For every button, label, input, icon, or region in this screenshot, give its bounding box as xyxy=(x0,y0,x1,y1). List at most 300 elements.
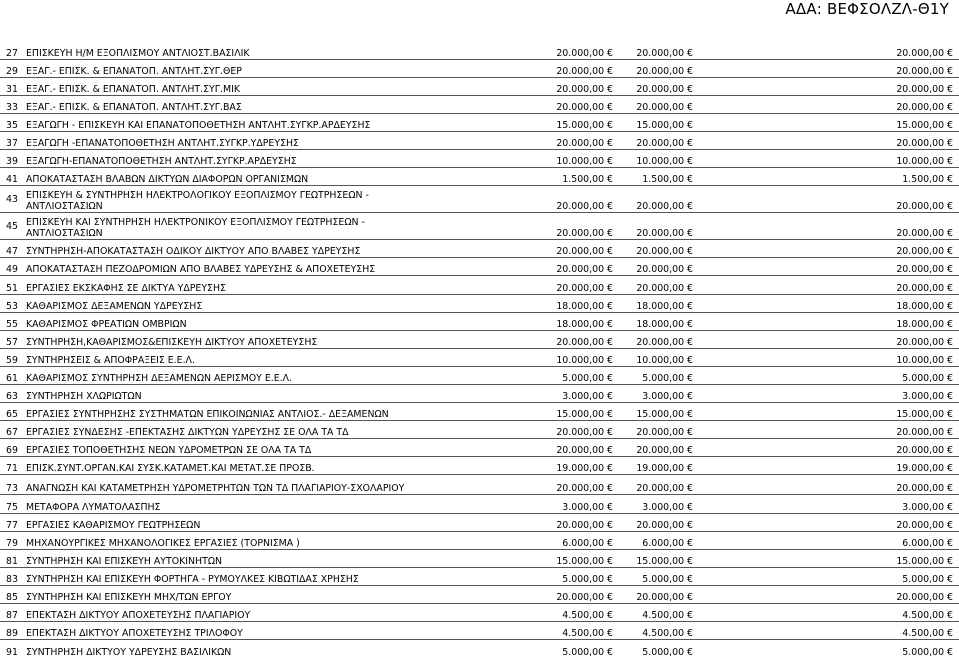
amount-value: 20.000,00 xyxy=(896,427,945,439)
amount-value: 20.000,00 xyxy=(896,47,945,59)
amount-value: 5.000,00 xyxy=(642,573,685,585)
euro-sign: € xyxy=(947,427,953,439)
euro-sign: € xyxy=(947,573,953,585)
spacer-cell xyxy=(433,258,532,276)
spacer-cell xyxy=(699,549,787,567)
spacer-cell xyxy=(699,77,787,95)
table-row xyxy=(0,385,959,403)
spacer-cell xyxy=(699,495,787,513)
spacer-cell xyxy=(433,348,532,366)
amount-value: 20.000,00 xyxy=(636,83,685,95)
row-code: 75 xyxy=(6,501,18,513)
amount-cell xyxy=(787,366,959,384)
amount-cell xyxy=(787,95,959,113)
amount-value: 1.500,00 xyxy=(642,174,685,186)
amount-value: 10.000,00 xyxy=(896,354,945,366)
table-row xyxy=(0,258,959,276)
amount-cell xyxy=(532,276,619,294)
euro-sign: € xyxy=(687,427,693,439)
amount-cell xyxy=(532,240,619,258)
euro-sign: € xyxy=(947,318,953,330)
table-row xyxy=(0,531,959,549)
row-description: ΕΞΑΓ.- ΕΠΙΣΚ. & ΕΠΑΝΑΤΟΠ. ΑΝΤΛΗΤ.ΣΥΓ.ΘΕΡ xyxy=(26,65,242,77)
amount-value: 20.000,00 xyxy=(556,336,605,348)
row-code: 87 xyxy=(6,610,18,622)
euro-sign: € xyxy=(607,354,613,366)
table-row xyxy=(0,366,959,384)
spacer-cell xyxy=(699,312,787,330)
amount-cell xyxy=(619,258,699,276)
table-row xyxy=(0,495,959,513)
euro-sign: € xyxy=(607,519,613,531)
amount-cell xyxy=(532,640,619,658)
table-row xyxy=(0,59,959,77)
table-row xyxy=(0,348,959,366)
spacer-cell xyxy=(433,41,532,59)
euro-sign: € xyxy=(687,47,693,59)
euro-sign: € xyxy=(607,501,613,513)
row-code: 69 xyxy=(6,445,18,457)
amount-value: 6.000,00 xyxy=(562,537,605,549)
euro-sign: € xyxy=(947,264,953,276)
amount-cell xyxy=(787,421,959,439)
amount-value: 20.000,00 xyxy=(636,138,685,150)
row-description: ΕΞΑΓΩΓΗ - ΕΠΙΣΚΕΥΗ ΚΑΙ ΕΠΑΝΑΤΟΠΟΘΕΤΗΣΗ ΑΝΤΛΗΤ.ΣΥΓΚΡ.ΑΡΔΕΥΣΗΣ xyxy=(26,119,371,131)
amount-cell xyxy=(532,131,619,149)
spacer-cell xyxy=(433,604,532,622)
amount-cell xyxy=(787,475,959,495)
amount-cell xyxy=(787,403,959,421)
amount-value: 5.000,00 xyxy=(562,573,605,585)
spacer-cell xyxy=(433,240,532,258)
amount-cell xyxy=(787,330,959,348)
table-row xyxy=(0,240,959,258)
amount-value: 20.000,00 xyxy=(636,201,685,213)
amount-cell xyxy=(532,168,619,186)
amount-value: 20.000,00 xyxy=(556,201,605,213)
euro-sign: € xyxy=(607,156,613,168)
spacer-cell xyxy=(433,475,532,495)
amount-value: 18.000,00 xyxy=(556,300,605,312)
amount-cell xyxy=(787,240,959,258)
row-description: ΕΞΑΓ.- ΕΠΙΣΚ. & ΕΠΑΝΑΤΟΠ. ΑΝΤΛΗΤ.ΣΥΓ.ΒΑΣ xyxy=(26,101,242,113)
euro-sign: € xyxy=(607,47,613,59)
spacer-cell xyxy=(699,531,787,549)
table-row xyxy=(0,640,959,658)
row-description: ΕΠΙΣΚ.ΣΥΝΤ.ΟΡΓΑΝ.ΚΑΙ ΣΥΣΚ.ΚΑΤΑΜΕΤ.ΚΑΙ ΜΕΤΑΤ.ΣΕ ΠΡΟΣΒ. xyxy=(26,463,315,475)
amount-cell xyxy=(619,421,699,439)
amount-value: 20.000,00 xyxy=(636,519,685,531)
euro-sign: € xyxy=(607,573,613,585)
spacer-cell xyxy=(699,276,787,294)
amount-cell xyxy=(619,276,699,294)
amount-cell xyxy=(532,348,619,366)
table-row xyxy=(0,113,959,131)
amount-cell xyxy=(532,294,619,312)
amount-value: 4.500,00 xyxy=(902,628,945,640)
amount-cell xyxy=(787,622,959,640)
amount-cell xyxy=(619,312,699,330)
amount-value: 20.000,00 xyxy=(556,83,605,95)
amount-cell xyxy=(787,549,959,567)
spacer-cell xyxy=(433,622,532,640)
amount-value: 4.500,00 xyxy=(642,610,685,622)
amount-value: 20.000,00 xyxy=(636,264,685,276)
row-code: 33 xyxy=(6,101,18,113)
amount-value: 20.000,00 xyxy=(896,201,945,213)
euro-sign: € xyxy=(607,174,613,186)
spacer-cell xyxy=(433,294,532,312)
row-code: 85 xyxy=(6,592,18,604)
row-code: 39 xyxy=(6,156,18,168)
row-description: ΕΠΙΣΚΕΥΗ & ΣΥΝΤΗΡΗΣΗ ΗΛΕΚΤΡΟΛΟΓΙΚΟΥ ΕΞΟΠΛΙΣΜΟΥ ΓΕΩΤΡΗΣΕΩΝ - ΑΝΤΛΙΟΣΤΑΣΙΩΝ xyxy=(26,190,369,213)
spacer-cell xyxy=(433,131,532,149)
amount-value: 15.000,00 xyxy=(636,555,685,567)
euro-sign: € xyxy=(687,573,693,585)
amount-cell xyxy=(619,585,699,603)
amount-value: 20.000,00 xyxy=(896,445,945,457)
euro-sign: € xyxy=(687,537,693,549)
amount-value: 20.000,00 xyxy=(636,228,685,240)
euro-sign: € xyxy=(687,463,693,475)
amount-value: 20.000,00 xyxy=(896,101,945,113)
table-row xyxy=(0,403,959,421)
amount-value: 20.000,00 xyxy=(896,228,945,240)
row-code: 65 xyxy=(6,409,18,421)
euro-sign: € xyxy=(947,519,953,531)
table-row xyxy=(0,604,959,622)
amount-value: 20.000,00 xyxy=(636,592,685,604)
amount-cell xyxy=(532,567,619,585)
euro-sign: € xyxy=(607,391,613,403)
amount-value: 15.000,00 xyxy=(556,409,605,421)
row-code: 49 xyxy=(6,264,18,276)
amount-value: 20.000,00 xyxy=(896,519,945,531)
amount-value: 3.000,00 xyxy=(642,501,685,513)
row-code: 29 xyxy=(6,65,18,77)
table-row xyxy=(0,168,959,186)
amount-value: 20.000,00 xyxy=(556,264,605,276)
euro-sign: € xyxy=(947,119,953,131)
row-description: ΜΗΧΑΝΟΥΡΓΙΚΕΣ ΜΗΧΑΝΟΛΟΓΙΚΕΣ ΕΡΓΑΣΙΕΣ (ΤΟΡΝΙΣΜΑ ) xyxy=(26,537,300,549)
spacer-cell xyxy=(433,531,532,549)
table-row xyxy=(0,41,959,59)
amount-cell xyxy=(619,549,699,567)
row-description: ΣΥΝΤΗΡΗΣΗ ΚΑΙ ΕΠΙΣΚΕΥΗ ΑΥΤΟΚΙΝΗΤΩΝ xyxy=(26,555,223,567)
amount-cell xyxy=(619,59,699,77)
spacer-cell xyxy=(699,131,787,149)
row-code: 71 xyxy=(6,463,18,475)
table-row xyxy=(0,567,959,585)
euro-sign: € xyxy=(607,373,613,384)
amount-value: 18.000,00 xyxy=(636,318,685,330)
row-code: 67 xyxy=(6,427,18,439)
euro-sign: € xyxy=(687,174,693,186)
row-code: 73 xyxy=(6,483,18,495)
amount-cell xyxy=(619,513,699,531)
euro-sign: € xyxy=(947,483,953,495)
row-description: ΕΡΓΑΣΙΕΣ ΤΟΠΟΘΕΤΗΣΗΣ ΝΕΩΝ ΥΔΡΟΜΕΤΡΩΝ ΣΕ ΟΛΑ ΤΑ ΤΔ xyxy=(26,445,312,457)
row-description: ΣΥΝΤΗΡΗΣΗ,ΚΑΘΑΡΙΣΜΟΣ&ΕΠΙΣΚΕΥΗ ΔΙΚΤΥΟΥ ΑΠΟΧΕΤΕΥΣΗΣ xyxy=(26,336,318,348)
euro-sign: € xyxy=(607,409,613,421)
spacer-cell xyxy=(433,495,532,513)
amount-cell xyxy=(787,457,959,475)
amount-cell xyxy=(532,585,619,603)
spacer-cell xyxy=(699,213,787,240)
amount-cell xyxy=(532,622,619,640)
euro-sign: € xyxy=(607,555,613,567)
row-code: 31 xyxy=(6,83,18,95)
spacer-cell xyxy=(699,168,787,186)
euro-sign: € xyxy=(687,300,693,312)
amount-value: 20.000,00 xyxy=(896,65,945,77)
euro-sign: € xyxy=(687,65,693,77)
amount-value: 20.000,00 xyxy=(556,445,605,457)
row-code: 91 xyxy=(6,646,18,658)
spacer-cell xyxy=(699,640,787,658)
amount-value: 20.000,00 xyxy=(636,101,685,113)
amount-value: 3.000,00 xyxy=(642,391,685,403)
spacer-cell xyxy=(699,513,787,531)
euro-sign: € xyxy=(687,264,693,276)
amount-value: 20.000,00 xyxy=(636,483,685,495)
amount-cell xyxy=(532,213,619,240)
table-row xyxy=(0,585,959,603)
amount-value: 20.000,00 xyxy=(556,519,605,531)
row-code: 37 xyxy=(6,138,18,150)
euro-sign: € xyxy=(687,391,693,403)
amount-cell xyxy=(619,186,699,213)
amount-cell xyxy=(619,77,699,95)
spacer-cell xyxy=(433,59,532,77)
spacer-cell xyxy=(433,213,532,240)
euro-sign: € xyxy=(947,354,953,366)
spacer-cell xyxy=(433,330,532,348)
spacer-cell xyxy=(433,366,532,384)
amount-cell xyxy=(787,276,959,294)
amount-cell xyxy=(532,531,619,549)
row-description: ΣΥΝΤΗΡΗΣΗ ΔΙΚΤΥΟΥ ΥΔΡΕΥΣΗΣ ΒΑΣΙΛΙΚΩΝ xyxy=(26,646,232,658)
amount-cell xyxy=(532,258,619,276)
amount-cell xyxy=(619,604,699,622)
amount-cell xyxy=(787,439,959,457)
spacer-cell xyxy=(433,439,532,457)
table-row xyxy=(0,622,959,640)
amount-cell xyxy=(787,186,959,213)
row-code: 41 xyxy=(6,174,18,186)
amount-cell xyxy=(532,457,619,475)
euro-sign: € xyxy=(687,119,693,131)
amount-value: 20.000,00 xyxy=(636,445,685,457)
amount-value: 10.000,00 xyxy=(896,156,945,168)
row-code: 45 xyxy=(6,220,18,232)
euro-sign: € xyxy=(687,646,693,658)
row-code: 77 xyxy=(6,519,18,531)
spacer-cell xyxy=(699,622,787,640)
euro-sign: € xyxy=(687,83,693,95)
amount-value: 18.000,00 xyxy=(896,300,945,312)
spacer-cell xyxy=(433,150,532,168)
spacer-cell xyxy=(699,150,787,168)
euro-sign: € xyxy=(947,610,953,622)
amount-cell xyxy=(532,513,619,531)
document-id-header: ΑΔΑ: ΒΕΦΣΟΛΖΛ-Θ1Υ xyxy=(785,0,949,18)
euro-sign: € xyxy=(687,318,693,330)
amount-cell xyxy=(619,240,699,258)
amount-cell xyxy=(619,531,699,549)
amount-value: 5.000,00 xyxy=(642,373,685,384)
euro-sign: € xyxy=(947,201,953,213)
euro-sign: € xyxy=(947,156,953,168)
spacer-cell xyxy=(699,294,787,312)
row-description: ΚΑΘΑΡΙΣΜΟΣ ΣΥΝΤΗΡΗΣΗ ΔΕΞΑΜΕΝΩΝ ΑΕΡΙΣΜΟΥ Ε.Ε.Λ. xyxy=(26,373,293,384)
euro-sign: € xyxy=(607,138,613,150)
spacer-cell xyxy=(433,549,532,567)
spacer-cell xyxy=(433,585,532,603)
amount-cell xyxy=(619,168,699,186)
amount-cell xyxy=(619,330,699,348)
euro-sign: € xyxy=(947,391,953,403)
amount-value: 4.500,00 xyxy=(642,628,685,640)
euro-sign: € xyxy=(947,537,953,549)
euro-sign: € xyxy=(607,646,613,658)
amount-value: 10.000,00 xyxy=(636,156,685,168)
amount-value: 20.000,00 xyxy=(636,65,685,77)
row-code: 81 xyxy=(6,555,18,567)
amount-cell xyxy=(619,622,699,640)
spacer-cell xyxy=(433,640,532,658)
amount-cell xyxy=(532,77,619,95)
euro-sign: € xyxy=(687,483,693,495)
amount-value: 15.000,00 xyxy=(636,409,685,421)
euro-sign: € xyxy=(947,65,953,77)
amount-cell xyxy=(787,168,959,186)
amount-cell xyxy=(619,150,699,168)
spacer-cell xyxy=(433,168,532,186)
row-description: ΕΞΑΓΩΓΗ-ΕΠΑΝΑΤΟΠΟΘΕΤΗΣΗ ΑΝΤΛΗΤ.ΣΥΓΚΡ.ΑΡΔΕΥΣΗΣ xyxy=(26,156,297,168)
amount-value: 20.000,00 xyxy=(896,246,945,258)
amount-cell xyxy=(787,77,959,95)
spacer-cell xyxy=(699,348,787,366)
row-code: 53 xyxy=(6,300,18,312)
amount-cell xyxy=(619,567,699,585)
spacer-cell xyxy=(699,585,787,603)
spacer-cell xyxy=(433,567,532,585)
euro-sign: € xyxy=(687,555,693,567)
amount-value: 20.000,00 xyxy=(556,47,605,59)
spacer-cell xyxy=(699,457,787,475)
spacer-cell xyxy=(433,77,532,95)
amount-value: 3.000,00 xyxy=(902,391,945,403)
euro-sign: € xyxy=(687,445,693,457)
spacer-cell xyxy=(433,276,532,294)
spacer-cell xyxy=(433,186,532,213)
amount-value: 15.000,00 xyxy=(896,555,945,567)
amount-value: 5.000,00 xyxy=(902,373,945,384)
row-description: ΣΥΝΤΗΡΗΣΗ ΚΑΙ ΕΠΙΣΚΕΥΗ ΦΟΡΤΗΓΑ - ΡΥΜΟΥΛΚΕΣ ΚΙΒΩΤΙΔΑΣ ΧΡΗΣΗΣ xyxy=(26,573,359,585)
euro-sign: € xyxy=(947,138,953,150)
amount-cell xyxy=(532,59,619,77)
spacer-cell xyxy=(699,240,787,258)
euro-sign: € xyxy=(687,354,693,366)
amount-cell xyxy=(532,186,619,213)
amount-value: 3.000,00 xyxy=(562,501,605,513)
spacer-cell xyxy=(699,95,787,113)
amount-cell xyxy=(787,640,959,658)
row-code: 43 xyxy=(6,193,18,205)
table-row xyxy=(0,294,959,312)
euro-sign: € xyxy=(687,101,693,113)
amount-cell xyxy=(787,150,959,168)
amount-cell xyxy=(532,95,619,113)
row-description: ΜΕΤΑΦΟΡΑ ΛΥΜΑΤΟΛΑΣΠΗΣ xyxy=(26,501,161,513)
amount-cell xyxy=(532,549,619,567)
table-row xyxy=(0,77,959,95)
euro-sign: € xyxy=(947,628,953,640)
amount-value: 5.000,00 xyxy=(562,646,605,658)
amount-cell xyxy=(787,385,959,403)
euro-sign: € xyxy=(947,228,953,240)
amount-value: 20.000,00 xyxy=(556,65,605,77)
amount-cell xyxy=(619,385,699,403)
amount-cell xyxy=(532,366,619,384)
amount-value: 15.000,00 xyxy=(896,409,945,421)
amount-value: 15.000,00 xyxy=(556,555,605,567)
amount-cell xyxy=(787,213,959,240)
amount-value: 20.000,00 xyxy=(636,336,685,348)
amount-value: 20.000,00 xyxy=(636,427,685,439)
amount-cell xyxy=(532,312,619,330)
row-description: ΕΠΙΣΚΕΥΗ ΚΑΙ ΣΥΝΤΗΡΗΣΗ ΗΛΕΚΤΡΟΝΙΚΟΥ ΕΞΟΠΛΙΣΜΟΥ ΓΕΩΤΡΗΣΕΩΝ - ΑΝΤΛΙΟΣΤΑΣΙΩΝ xyxy=(26,217,365,240)
euro-sign: € xyxy=(947,101,953,113)
amount-cell xyxy=(532,385,619,403)
row-description: ΕΠΕΚΤΑΣΗ ΔΙΚΤΥΟΥ ΑΠΟΧΕΤΕΥΣΗΣ ΠΛΑΓΙΑΡΙΟΥ xyxy=(26,610,251,622)
table-row xyxy=(0,549,959,567)
spacer-cell xyxy=(699,113,787,131)
amount-cell xyxy=(619,131,699,149)
amount-value: 5.000,00 xyxy=(642,646,685,658)
amount-value: 15.000,00 xyxy=(896,119,945,131)
amount-cell xyxy=(787,495,959,513)
amount-cell xyxy=(532,604,619,622)
spacer-cell xyxy=(433,513,532,531)
row-description: ΣΥΝΤΗΡΗΣΗ ΧΛΩΡΙΩΤΩΝ xyxy=(26,391,142,403)
amount-cell xyxy=(787,531,959,549)
amount-cell xyxy=(787,312,959,330)
euro-sign: € xyxy=(687,628,693,640)
amount-cell xyxy=(619,495,699,513)
euro-sign: € xyxy=(607,628,613,640)
amount-cell xyxy=(532,475,619,495)
amount-value: 18.000,00 xyxy=(556,318,605,330)
row-code: 63 xyxy=(6,391,18,403)
amount-cell xyxy=(787,348,959,366)
amount-cell xyxy=(787,604,959,622)
amount-cell xyxy=(787,513,959,531)
spacer-cell xyxy=(699,604,787,622)
amount-cell xyxy=(619,475,699,495)
table-row xyxy=(0,421,959,439)
amount-value: 20.000,00 xyxy=(556,138,605,150)
row-description: ΕΞΑΓ.- ΕΠΙΣΚ. & ΕΠΑΝΑΤΟΠ. ΑΝΤΛΗΤ.ΣΥΓ.ΜΙΚ xyxy=(26,83,240,95)
euro-sign: € xyxy=(947,373,953,384)
amount-value: 20.000,00 xyxy=(556,483,605,495)
euro-sign: € xyxy=(947,282,953,294)
spacer-cell xyxy=(699,59,787,77)
amount-value: 4.500,00 xyxy=(562,610,605,622)
amount-value: 1.500,00 xyxy=(902,174,945,186)
amount-cell xyxy=(532,41,619,59)
